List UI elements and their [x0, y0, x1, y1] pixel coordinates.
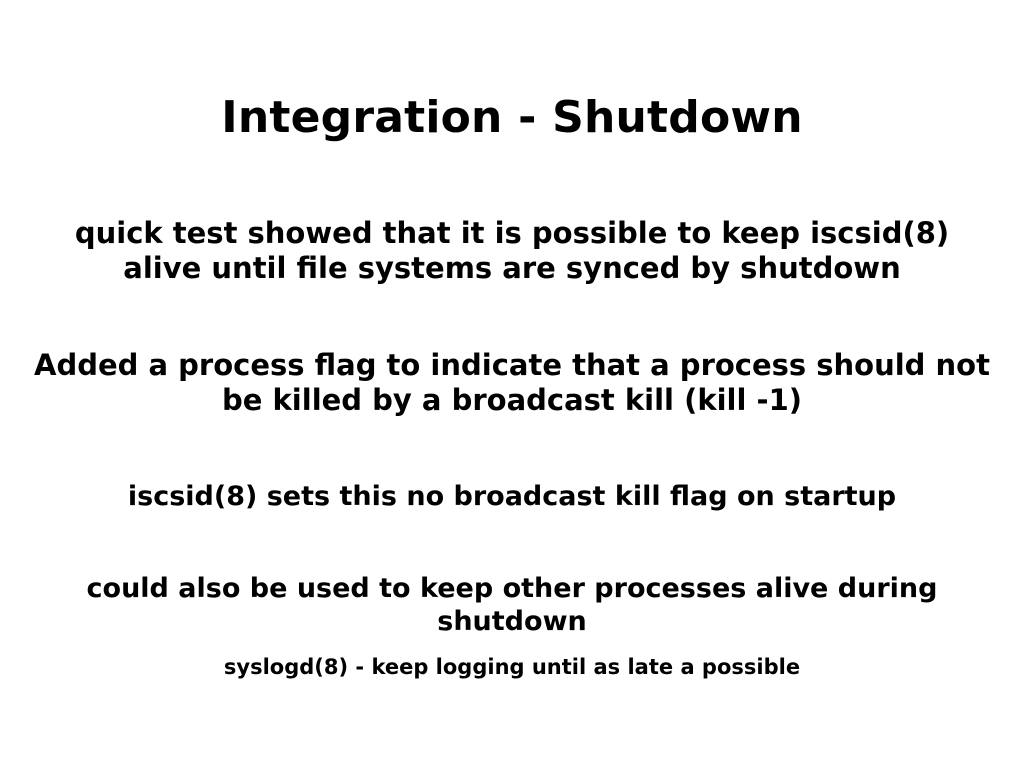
slide-paragraph-2: Added a process flag to indicate that a process should not be killed by a broadcast kill (kill -1) [34, 348, 990, 418]
slide-paragraph-5: syslogd(8) - keep logging until as late a possible [223, 655, 801, 679]
slide-paragraph-3: iscsid(8) sets this no broadcast kill flag on startup [127, 481, 897, 512]
page-title: Integration - Shutdown [221, 92, 803, 143]
slide-paragraph-4: could also be used to keep other processes alive during shutdown [86, 573, 938, 637]
slide-paragraph-1: quick test showed that it is possible to keep iscsid(8) alive until file systems are synced by shutdown [74, 216, 950, 286]
